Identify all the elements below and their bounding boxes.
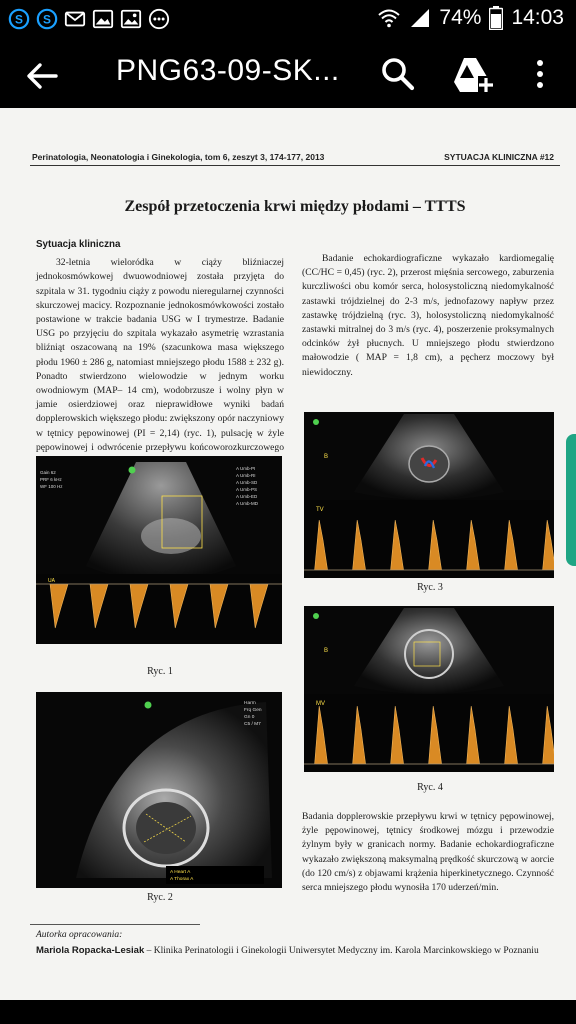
status-bar [0,0,576,40]
scroll-handle[interactable] [566,434,576,566]
pdf-page[interactable] [0,108,576,1000]
figure-4-image [304,606,554,772]
image-icon [92,8,114,30]
gmail-icon [64,8,86,30]
author-rule [30,924,200,925]
article-title: Zespół przetoczenia krwi między płodami – TTTS [124,198,466,215]
figure-1-image [36,456,282,644]
figure-trace-label: UA [48,578,55,584]
svg-text:Gn 0: Gn 0 [244,715,255,720]
paragraph: Badanie echokardiograficzne wykazało kardiomegalię (CC/HC = 0,45) (ryc. 2), przerost mięśnia sercowego, zaburzenia kurczliwości obu komór serca, holosystoliczną niedomykalność zastawki trójdzielnej do 2-3 m/s, jednofazowy napływ przez zastawkę trójdzielną (ryc. 3), holosystoliczną niedomykalność zastawki mitralnej do 3 m/s (ryc. 4), poszerzenie proksymalnych odcinków żył płucnych. U mniejszego płodu stwierdzono małowodzie ( MAP = 1,8 cm), a pęcherz moczowy był niewidoczny. [302,253,554,378]
figure-4-caption: Ryc. 4 [417,782,443,793]
author-name: Mariola Ropacka-Lesiak [36,945,145,956]
svg-text:A Umb-MD: A Umb-MD [236,501,259,506]
figure-3-caption: Ryc. 3 [417,582,443,593]
svg-text:A Umb-PI: A Umb-PI [236,466,256,471]
document-title: PNG63-09-SK... [116,54,340,87]
author-block [36,944,556,958]
paragraph: Badania dopplerowskie przepływu krwi w tętnicy pępowinowej, żyle pępowinowej, tętnicy środkowej mózgu i przewodzie żylnym były w granicach normy. Badanie echokardiograficzne wykazało zwiększoną maksymalną prędkość skurczową w aorcie (do 120 cm/s) z objawami krążenia hiperkinetycznego. Czynność serca mniejszego płodu wynosiła 170 uderzeń/min. [302,811,554,894]
author-affiliation: – Klinika Perinatologii i Ginekologii Uniwersytet Medyczny im. Karola Marcinkowskiego w Poznaniu [144,946,539,956]
header-rule [30,165,560,166]
svg-text:S: S [43,12,51,27]
back-arrow-icon[interactable] [22,56,62,96]
figure-overlay-label: A Heart A [170,870,191,875]
svg-text:C5 / M7: C5 / M7 [244,722,261,727]
svg-text:Gain 62: Gain 62 [40,470,56,475]
figure-2-image [36,692,282,888]
bottom-bar [0,1000,576,1024]
figure-overlay-label: B [324,454,329,460]
svg-text:S: S [15,12,23,27]
skype-icon [8,8,30,30]
figure-1-caption: Ryc. 1 [147,666,173,677]
figure-3-image [304,412,554,578]
right-column [302,252,554,380]
notification-icons [8,8,170,30]
figure-trace-label: MV [316,701,325,707]
overflow-menu-icon[interactable] [528,54,552,94]
figure-2-caption: Ryc. 2 [147,892,173,903]
battery-percent: 74% [439,6,482,29]
signal-icon [409,7,431,29]
clock: 14:03 [511,6,564,29]
svg-text:A Umb-PS: A Umb-PS [236,487,258,492]
svg-text:Harm: Harm [244,701,256,706]
svg-text:A Thorax A: A Thorax A [170,877,194,882]
figure-overlay-label: B [324,648,329,654]
search-icon[interactable] [378,54,418,94]
svg-text:Frq Gen: Frq Gen [244,708,262,713]
figure-trace-label: TV [316,507,324,513]
author-label: Autorka opracowania: [36,930,123,940]
wifi-icon [377,6,401,30]
svg-text:A Umb-RI: A Umb-RI [236,473,256,478]
section-header: SYTUACJA KLINICZNA #12 [444,152,554,162]
left-column [36,238,284,469]
skype-icon [36,8,58,30]
section-heading: Sytuacja kliniczna [36,239,121,250]
svg-text:PRF 6 kHz: PRF 6 kHz [40,477,62,482]
right-column-bottom [302,810,554,895]
photo-icon [120,8,142,30]
svg-text:A Umb-ED: A Umb-ED [236,494,258,499]
svg-text:WF 100 Hz: WF 100 Hz [40,484,63,489]
more-notifications-icon [148,8,170,30]
battery-icon [489,6,503,30]
svg-text:A Umb-SD: A Umb-SD [236,480,258,485]
paragraph: 32-letnia wieloródka w ciąży bliźniaczej jednokosmówkowej dwuowodniowej została przyjęta do szpitala w 31. tygodniu ciąży z powodu nieregularnej czynności skurczowej macicy. Rozpoznanie jednokosmówkowości zostało postawione w trakcie badania USG w I trymestrze. Badanie USG po przyjęciu do szpitala wykazało asymetrię wzrastania bliźniąt oszacowaną na 19% (szacunkowa masa większego płodu 1960 ± 286 g, natomiast mniejszego płodu 1588 ± 232 g). Ponadto stwierdzono wielowodzie w jednym worku owodniowym (MAP– 14 cm), wodobrzusze i wolny płyn w jamie osierdziowej oraz nieprawidłowe wyniki badań dopplerowskich większego płodu: zwiększony opór naczyniowy w tętnicy pępowinowej (PI = 2,14) (ryc. 1), pulsację w żyle pępowinowej i odwrócenie przepływu końcoworozkurczowego [36,257,284,453]
app-bar [0,40,576,108]
add-to-drive-icon[interactable] [450,52,494,96]
journal-header: Perinatologia, Neonatologia i Ginekologia, tom 6, zeszyt 3, 174-177, 2013 [32,152,325,162]
